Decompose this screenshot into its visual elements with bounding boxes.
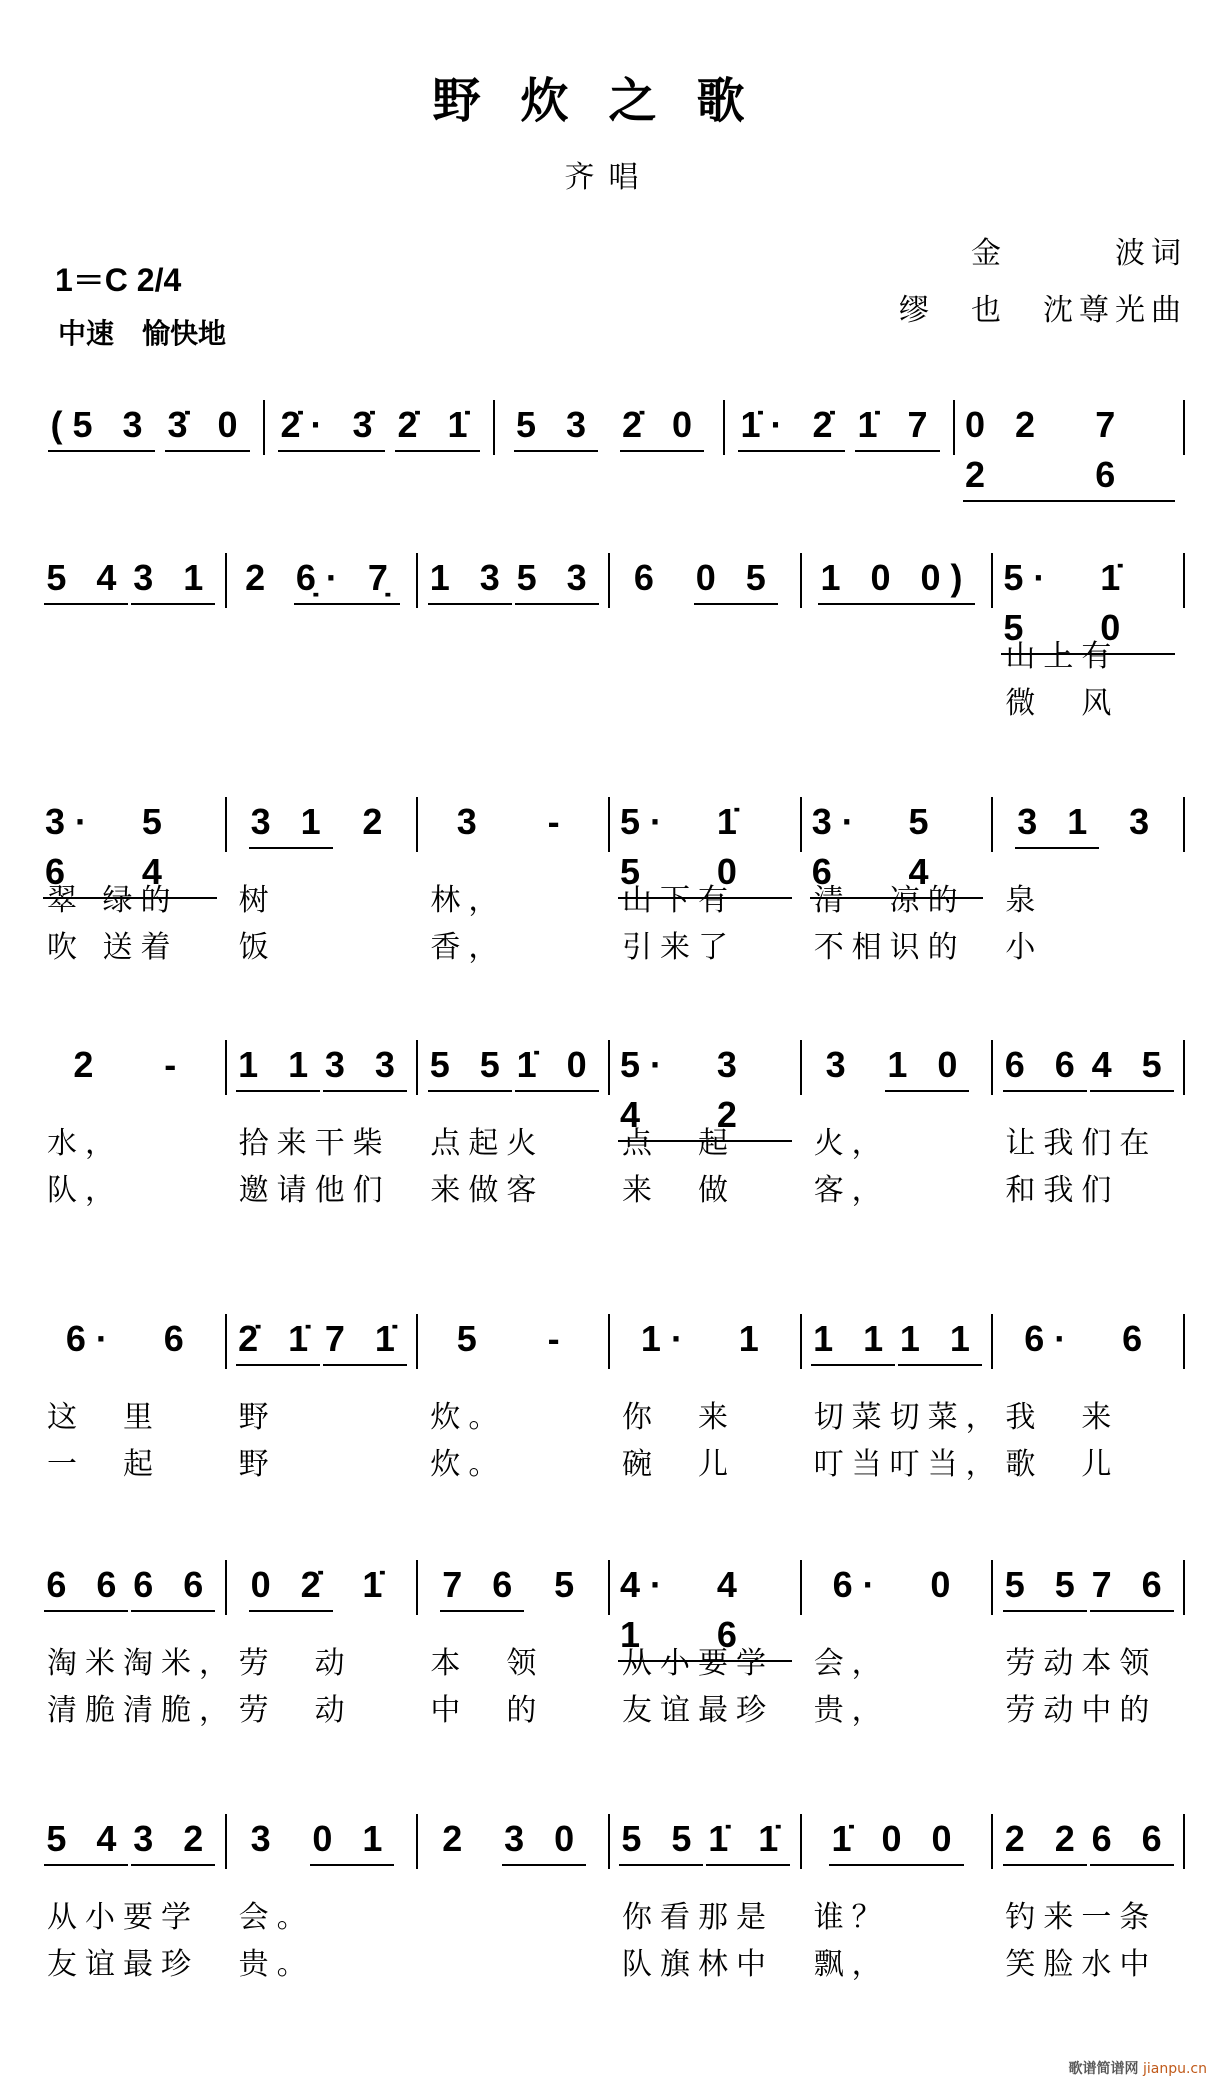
note-group: (5 3 [48, 400, 154, 452]
note-group: 7 6 [440, 1560, 524, 1612]
measure [802, 553, 994, 608]
lyric-verse-2: 歌 儿 [1005, 1447, 1120, 1482]
measure [993, 1314, 1185, 1482]
note-group: 6 [633, 557, 664, 598]
note-group: 1 0 [885, 1040, 969, 1092]
note-group: 1 0 0) [818, 553, 974, 605]
note-group: 4· 1 [618, 1560, 715, 1662]
lyric-verse-1: 本 领 [430, 1646, 545, 1681]
measure-notes [1001, 1814, 1175, 1866]
note-group: 1 1 [811, 1314, 895, 1366]
lyric-verse-2: 来做客 [430, 1173, 545, 1208]
note-group: 5 5 [428, 1040, 512, 1092]
lyric-verse-2: 贵， [813, 1693, 890, 1728]
note-group: 5· 4 [618, 1040, 715, 1142]
note-group: 3̇ 0 [165, 400, 249, 452]
measure [802, 797, 994, 965]
measure-notes [426, 1560, 600, 1612]
composer-credit: 缪 也 沈尊光曲 [899, 293, 1187, 328]
measure [610, 1040, 802, 1208]
lyric-verse-2: 劳动中的 [1005, 1693, 1158, 1728]
score-system [35, 553, 1185, 721]
note-group: 5 3 [515, 553, 599, 605]
note-group: 3· 6 [43, 797, 140, 899]
note-group: 1· [640, 1318, 693, 1359]
measure-notes [235, 1040, 409, 1092]
watermark [1069, 2058, 1207, 2078]
note-group: 2̇ 1̇ [236, 1314, 320, 1366]
measure-notes [43, 1040, 217, 1090]
lyric-verse-2: 队旗林中 [622, 1947, 775, 1982]
measure [955, 400, 1185, 495]
note-group: 6̣· 7̣ [294, 553, 400, 605]
lyric-verse-2: 小 [1005, 930, 1044, 965]
measure [265, 400, 495, 455]
note-group: 1̇ [362, 1564, 393, 1605]
score-system [35, 1040, 1185, 1208]
measure [418, 553, 610, 608]
note-group: 2 [73, 1044, 104, 1085]
note-group: 3· 6 [810, 797, 907, 899]
measure [418, 1560, 610, 1728]
measure [993, 1040, 1185, 1208]
lyric-verse-2: 劳 动 [238, 1693, 353, 1728]
lyric-verse-1: 淘米淘米， [47, 1646, 237, 1681]
note-group: 3 3 [323, 1040, 407, 1092]
lyric-verse-2: 友谊最珍 [622, 1693, 775, 1728]
note-group: 3 1 [1015, 797, 1099, 849]
measure-notes [426, 1314, 600, 1364]
lyric-verse-1: 劳 动 [238, 1646, 353, 1681]
note-group: 7 1̇ [323, 1314, 407, 1366]
measure [725, 400, 955, 455]
song-title: 野炊之歌 [432, 73, 785, 129]
measure [227, 1814, 419, 1982]
measure-notes [235, 1814, 409, 1866]
measure-notes [810, 553, 984, 605]
measure [610, 1314, 802, 1482]
note-group: 4 5 [1090, 1040, 1174, 1092]
lyric-verse-2: 饭 [238, 930, 277, 965]
note-group: 3 [456, 801, 487, 842]
note-group: 5 4 [140, 797, 217, 899]
note-group: 5· 5 [1001, 553, 1098, 655]
measure [227, 1040, 419, 1208]
note-group: 3 1 [131, 553, 215, 605]
measure-notes [618, 1314, 792, 1364]
note-group: 6 [163, 1318, 194, 1359]
note-group: 0 5 [694, 553, 778, 605]
measure-notes [618, 553, 792, 605]
lyric-verse-1: 你 来 [622, 1400, 737, 1435]
lyric-verse-1: 树 [238, 883, 277, 918]
measure-notes [810, 1560, 984, 1610]
measure-notes [273, 400, 485, 452]
lyric-verse-1: 谁？ [813, 1900, 890, 1935]
note-group: 3 1 [249, 797, 333, 849]
lyric-verse-1: 会， [813, 1646, 890, 1681]
lyric-verse-1: 炊。 [430, 1400, 507, 1435]
measure-notes [426, 553, 600, 605]
note-group: 2̇ 1̇ [395, 400, 479, 452]
note-group: 3 [250, 1818, 281, 1859]
lyric-verse-2: 野 [238, 1447, 277, 1482]
measure [802, 1560, 994, 1728]
measure-notes [1001, 797, 1175, 849]
note-group: 1 1 [898, 1314, 982, 1366]
measure [35, 797, 227, 965]
note-group: 1̇ 0 [1098, 553, 1175, 655]
note-group: 7 6 [1093, 400, 1175, 502]
lyric-verse-1: 野 [238, 1400, 277, 1435]
lyric-verse-1: 拾来干柴 [238, 1126, 391, 1161]
lyric-verse-2: 清脆清脆， [47, 1693, 237, 1728]
lyric-verse-2: 引来了 [622, 930, 737, 965]
measure [227, 1560, 419, 1728]
measure-notes [810, 1314, 984, 1366]
performance-type: 齐唱 [564, 160, 653, 195]
score-system [35, 797, 1185, 965]
note-group: 6· [65, 1318, 118, 1359]
lyric-verse-2: 友谊最珍 [47, 1947, 199, 1982]
lyric-verse-2: 炊。 [430, 1447, 507, 1482]
measure-notes [426, 1814, 600, 1866]
lyric-verse-1: 切菜切菜， [813, 1400, 1004, 1435]
note-group: 6 6 [131, 1560, 215, 1612]
note-group: 2 [362, 801, 393, 842]
measure-notes [43, 1314, 217, 1364]
measure [227, 1314, 419, 1482]
measure [610, 1560, 802, 1728]
note-group: 1̇ 0 [715, 797, 792, 899]
lyric-verse-2: 不相识的 [813, 930, 966, 965]
lyric-verse-1: 从小要学 [47, 1900, 199, 1935]
lyric-verse-2: 一 起 [47, 1447, 161, 1482]
lyric-verse-2: 来 做 [622, 1173, 737, 1208]
lyric-verse-2: 吹 送着 [47, 930, 179, 965]
lyric-verse-1: 点起火 [430, 1126, 545, 1161]
note-group: 6 [1122, 1318, 1153, 1359]
note-group: 0 1 [310, 1814, 394, 1866]
measure [495, 400, 725, 455]
lyric-verse-2: 微 风 [1005, 686, 1120, 721]
lyricist-credit: 金 波词 [971, 236, 1187, 271]
note-group: 3 0 [502, 1814, 586, 1866]
lyric-verse-1: 泉 [1005, 883, 1044, 918]
note-group: 0 2̇ [249, 1560, 333, 1612]
measure [802, 1040, 994, 1208]
score-system [35, 1814, 1185, 1982]
lyric-verse-1: 会。 [238, 1900, 315, 1935]
lyric-verse-1: 劳动本领 [1005, 1646, 1158, 1681]
measure-notes [235, 553, 409, 605]
score-system [35, 400, 1185, 495]
note-group: 5 3 [514, 400, 598, 452]
note-group: 5 [554, 1564, 585, 1605]
lyric-verse-2: 叮当叮当， [813, 1447, 1004, 1482]
note-group: 2 2 [1003, 1814, 1087, 1866]
measure [418, 797, 610, 965]
measure [993, 797, 1185, 965]
measure [35, 1314, 227, 1482]
note-group: 3 [1129, 801, 1160, 842]
lyric-verse-2: 邀请他们 [238, 1173, 391, 1208]
note-group: 5 5 [619, 1814, 703, 1866]
note-group: - [547, 801, 570, 842]
note-group: 6 6 [1003, 1040, 1087, 1092]
note-group: 1 1 [236, 1040, 320, 1092]
measure-notes [43, 553, 217, 605]
lyric-verse-2: 队， [47, 1173, 123, 1208]
measure [227, 553, 419, 608]
measure [35, 553, 227, 608]
measure-notes [426, 1040, 600, 1092]
lyric-verse-2: 碗 儿 [622, 1447, 737, 1482]
note-group: 2̇· 3̇ [278, 400, 384, 452]
lyric-verse-1: 火， [813, 1126, 890, 1161]
tempo-marking: 中速 愉快地 [58, 317, 227, 350]
score-system [35, 1314, 1185, 1482]
lyric-verse-1: 水， [47, 1126, 123, 1161]
measure-notes [618, 1814, 792, 1866]
measure [993, 1814, 1185, 1982]
note-group: 1 3 [428, 553, 512, 605]
lyric-verse-1: 钓来一条 [1005, 1900, 1158, 1935]
note-group: 6· [832, 1564, 885, 1605]
lyric-verse-2: 和我们 [1005, 1173, 1120, 1208]
measure-notes [1001, 1040, 1175, 1092]
note-group: - [164, 1044, 187, 1085]
lyric-verse-2: 飘， [813, 1947, 890, 1982]
note-group: 6 6 [44, 1560, 128, 1612]
note-group: 1 [738, 1318, 769, 1359]
lyric-verse-1: 山上有 [1005, 639, 1120, 674]
note-group: 2 [442, 1818, 473, 1859]
lyric-verse-1: 清 凉的 [813, 883, 966, 918]
measure [35, 400, 265, 455]
measure [35, 1814, 227, 1982]
note-group: 3 2 [715, 1040, 792, 1142]
note-group: 0 2 2 [963, 400, 1093, 502]
measure [993, 553, 1185, 721]
note-group: 2̇ 0 [620, 400, 704, 452]
measure [802, 1814, 994, 1982]
note-group: 5 5 [1003, 1560, 1087, 1612]
note-group: 1̇· 2̇ [738, 400, 844, 452]
measure-notes [43, 1814, 217, 1866]
lyric-verse-2: 笑脸水中 [1005, 1947, 1158, 1982]
measure [227, 797, 419, 965]
note-group: 2 [245, 557, 276, 598]
measure-notes [503, 400, 715, 452]
lyric-verse-2: 香， [430, 930, 507, 965]
watermark-cn: 歌谱简谱网 [1068, 2061, 1139, 2077]
measure [610, 553, 802, 608]
note-group: 6 6 [1090, 1814, 1174, 1866]
measure [418, 1814, 610, 1869]
measure-notes [43, 400, 255, 452]
lyric-verse-1: 我 来 [1005, 1400, 1120, 1435]
note-group: 7 6 [1090, 1560, 1174, 1612]
measure-notes [963, 400, 1175, 502]
note-group: 3 [825, 1044, 856, 1085]
measure [35, 1560, 237, 1728]
note-group: 5· 5 [618, 797, 715, 899]
measure [35, 1040, 227, 1208]
note-group: 5 4 [44, 553, 128, 605]
measure-notes [810, 1814, 984, 1866]
measure [993, 1560, 1185, 1728]
score-system [35, 1560, 1185, 1728]
lyric-verse-1: 翠 绿的 [47, 883, 179, 918]
measure [802, 1314, 1004, 1482]
note-group: 1̇ 0 0 [829, 1814, 963, 1866]
lyric-verse-1: 林， [430, 883, 507, 918]
note-group: 1̇ 7 [855, 400, 939, 452]
note-group: 5 4 [907, 797, 984, 899]
note-group: 5 4 [44, 1814, 128, 1866]
note-group: 1̇ 0 [515, 1040, 599, 1092]
lyric-verse-2: 贵。 [238, 1947, 315, 1982]
lyric-verse-1: 山下有 [622, 883, 737, 918]
lyric-verse-1: 你看那是 [622, 1900, 775, 1935]
measure-notes [43, 1560, 217, 1612]
measure [418, 1314, 610, 1482]
note-group: 5 [456, 1318, 487, 1359]
measure-notes [235, 797, 409, 849]
lyric-verse-1: 让我们在 [1005, 1126, 1158, 1161]
measure-notes [733, 400, 945, 452]
measure-notes [1001, 1314, 1175, 1364]
lyric-verse-1: 这 里 [47, 1400, 161, 1435]
note-group: 1̇ 1̇ [706, 1814, 790, 1866]
lyric-verse-2: 中 的 [430, 1693, 545, 1728]
measure [418, 1040, 610, 1208]
key-signature: 1＝C 2/4 [55, 262, 182, 298]
note-group: 0 [930, 1564, 961, 1605]
measure-notes [426, 797, 600, 847]
measure [610, 797, 802, 965]
lyric-verse-1: 点 起 [622, 1126, 737, 1161]
measure [610, 1814, 802, 1982]
lyric-verse-1: 从小要学 [622, 1646, 775, 1681]
lyric-verse-2: 客， [813, 1173, 890, 1208]
measure-notes [235, 1560, 409, 1612]
note-group: 3 2 [131, 1814, 215, 1866]
measure-notes [235, 1314, 409, 1366]
measure-notes [810, 1040, 984, 1092]
note-group: - [547, 1318, 570, 1359]
note-group: 4 6 [715, 1560, 792, 1662]
measure-notes [1001, 1560, 1175, 1612]
watermark-en: jianpu.cn [1142, 2061, 1207, 2077]
note-group: 6· [1024, 1318, 1077, 1359]
